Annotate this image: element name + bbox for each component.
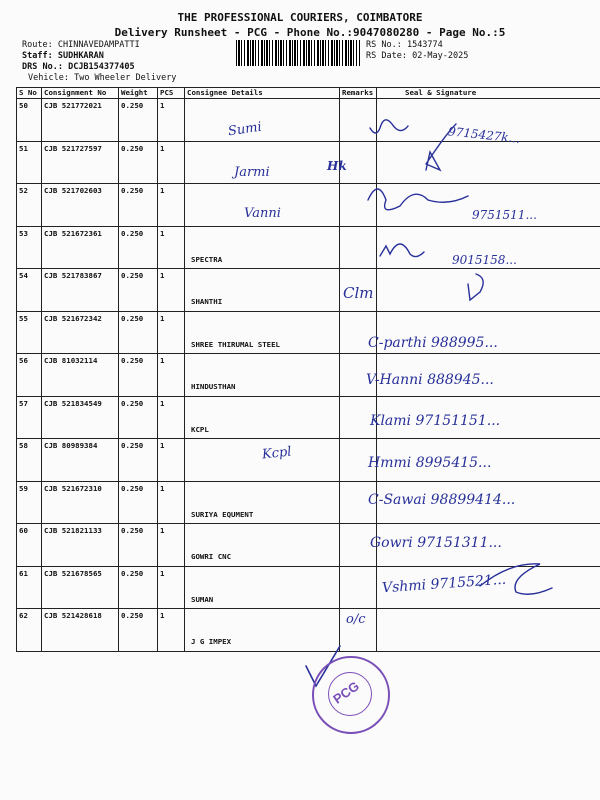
consignee-name: SURIYA EQUMENT: [191, 509, 254, 519]
handwritten-sig-59: C-Sawai 98899414...: [368, 492, 516, 508]
cell-consignment: CJB 521727597: [42, 141, 119, 184]
rs-date-value: 02-May-2025: [412, 51, 469, 61]
cell-consignee: [185, 311, 340, 354]
meta-left: [22, 40, 176, 84]
rs-no-line: [366, 40, 468, 51]
barcode: [236, 40, 360, 66]
rs-no-label: RS No.:: [366, 40, 402, 50]
cell-sno: 56: [17, 354, 42, 397]
cell-pcs: 1: [158, 269, 185, 312]
handwritten-name-50: Sumi: [227, 119, 263, 140]
cell-consignment: CJB 521678565: [42, 566, 119, 609]
cell-sno: 60: [17, 524, 42, 567]
header-seal: Seal & Signature: [377, 88, 600, 99]
cell-sno: 62: [17, 609, 42, 652]
cell-sno: 55: [17, 311, 42, 354]
vehicle-value: Two Wheeler Delivery: [74, 73, 177, 83]
handwritten-sig-57: Klami 97151151...: [370, 413, 501, 429]
cell-consignment: CJB 80989384: [42, 439, 119, 482]
drs-line: [22, 62, 176, 73]
cell-pcs: 1: [158, 354, 185, 397]
handwritten-sig-61: Vshmi 9715521...: [381, 571, 507, 597]
drs-label: DRS No.:: [22, 62, 63, 72]
cell-consignee: [185, 524, 340, 567]
consignee-name: SHREE THIRUMAL STEEL: [191, 339, 280, 349]
cell-pcs: 1: [158, 141, 185, 184]
cell-weight: 0.250: [119, 396, 158, 439]
handwritten-phone-54: 9015158...: [452, 253, 517, 267]
consignee-name: SUMAN: [191, 594, 214, 604]
cell-sno: 50: [17, 99, 42, 142]
staff-line: [22, 51, 176, 62]
sig-mark-50: [370, 120, 408, 133]
cell-pcs: 1: [158, 481, 185, 524]
cell-weight: 0.250: [119, 354, 158, 397]
cell-weight: 0.250: [119, 609, 158, 652]
table-header-row: [17, 88, 600, 99]
cell-weight: 0.250: [119, 481, 158, 524]
cell-weight: 0.250: [119, 184, 158, 227]
cell-weight: 0.250: [119, 99, 158, 142]
cell-consignment: CJB 521702603: [42, 184, 119, 227]
cell-consignment: CJB 521834549: [42, 396, 119, 439]
stamp-text: PCG: [330, 678, 362, 707]
cell-pcs: 1: [158, 311, 185, 354]
cell-consignee: [185, 396, 340, 439]
handwritten-phone-50: 9715427k...: [447, 124, 521, 146]
signature-scrawls: [360, 108, 600, 628]
cell-consignment: CJB 81032114: [42, 354, 119, 397]
cell-weight: 0.250: [119, 439, 158, 482]
cell-sno: 57: [17, 396, 42, 439]
header-consignment: Consignment No: [42, 88, 119, 99]
consignee-name: J G IMPEX: [191, 637, 232, 646]
handwritten-sig-58: Hmmi 8995415...: [368, 455, 492, 471]
cell-pcs: 1: [158, 566, 185, 609]
sig-mark-52: [368, 189, 468, 210]
cell-pcs: 1: [158, 226, 185, 269]
cell-sno: 51: [17, 141, 42, 184]
cell-weight: 0.250: [119, 141, 158, 184]
cell-sno: 58: [17, 439, 42, 482]
header-sno: S No: [17, 88, 42, 99]
sig-mark-62: [480, 564, 552, 594]
consignee-name: SHANTHI: [191, 297, 223, 306]
cell-pcs: 1: [158, 184, 185, 227]
cell-sno: 61: [17, 566, 42, 609]
handwritten-sig-55: C-parthi 988995...: [368, 335, 498, 351]
cell-consignment: CJB 521428618: [42, 609, 119, 652]
drs-value: DCJB154377405: [68, 62, 135, 72]
cell-consignee: [185, 566, 340, 609]
vehicle-line: [22, 73, 176, 84]
consignee-name: SPECTRA: [191, 254, 223, 264]
cell-weight: 0.250: [119, 226, 158, 269]
company-title: THE PROFESSIONAL COURIERS, COIMBATORE: [177, 11, 423, 24]
cell-consignment: CJB 521672361: [42, 226, 119, 269]
cell-pcs: 1: [158, 396, 185, 439]
cell-weight: 0.250: [119, 311, 158, 354]
cell-consignment: CJB 521672342: [42, 311, 119, 354]
cell-pcs: 1: [158, 439, 185, 482]
header-remarks: Remarks: [340, 88, 377, 99]
cell-consignee: [185, 226, 340, 269]
handwritten-remark-51: Hk: [327, 159, 347, 173]
rs-date-label: RS Date:: [366, 51, 407, 61]
consignee-name: KCPL: [191, 424, 209, 434]
handwritten-remark-55: Clm: [343, 284, 374, 302]
sig-mark-51: [426, 124, 456, 170]
handwritten-name-52: Vanni: [244, 206, 281, 221]
cell-consignment: CJB 521772021: [42, 99, 119, 142]
route-line: [22, 40, 176, 51]
handwritten-name-59: Kcpl: [261, 444, 293, 463]
handwritten-name-51: Jarmi: [234, 165, 270, 180]
cell-sno: 54: [17, 269, 42, 312]
cell-weight: 0.250: [119, 524, 158, 567]
cell-pcs: 1: [158, 524, 185, 567]
cell-consignment: CJB 521821133: [42, 524, 119, 567]
pcg-stamp: [312, 656, 390, 734]
sig-mark-54: [380, 244, 424, 257]
route-label: Route:: [22, 40, 53, 50]
vehicle-label: Vehicle:: [28, 73, 69, 83]
header-consignee: Consignee Details: [185, 88, 340, 99]
cell-sno: 53: [17, 226, 42, 269]
consignee-name: HINDUSTHAN: [191, 382, 236, 391]
cell-sno: 59: [17, 481, 42, 524]
runsheet-title: Delivery Runsheet - PCG - Phone No.:9047080280 - Page No.:5: [114, 26, 506, 39]
handwritten-remark-62: o/c: [346, 612, 366, 627]
cell-weight: 0.250: [119, 269, 158, 312]
cell-pcs: 1: [158, 99, 185, 142]
cell-consignee: [185, 354, 340, 397]
staff-label: Staff:: [22, 51, 53, 61]
consignee-name: GOWRI CNC: [191, 552, 232, 561]
rs-date-line: [366, 51, 468, 62]
cell-weight: 0.250: [119, 566, 158, 609]
cell-consignee: [185, 481, 340, 524]
staff-value: SUDHKARAN: [57, 51, 104, 61]
cell-sno: 52: [17, 184, 42, 227]
meta-right: [366, 40, 468, 62]
header-weight: Weight: [119, 88, 158, 99]
handwritten-phone-52: 9751511...: [472, 208, 537, 222]
handwritten-sig-60: Gowri 97151311...: [370, 535, 502, 551]
handwritten-sig-56: V-Hanni 888945...: [366, 372, 494, 388]
cell-consignment: CJB 521672310: [42, 481, 119, 524]
header-pcs: PCS: [158, 88, 185, 99]
cell-consignment: CJB 521783867: [42, 269, 119, 312]
rs-no-value: 1543774: [406, 40, 443, 50]
route-value: CHINNAVEDAMPATTI: [57, 40, 140, 50]
cell-consignee: [185, 269, 340, 312]
cell-pcs: 1: [158, 609, 185, 652]
sig-mark-54b: [468, 274, 483, 300]
